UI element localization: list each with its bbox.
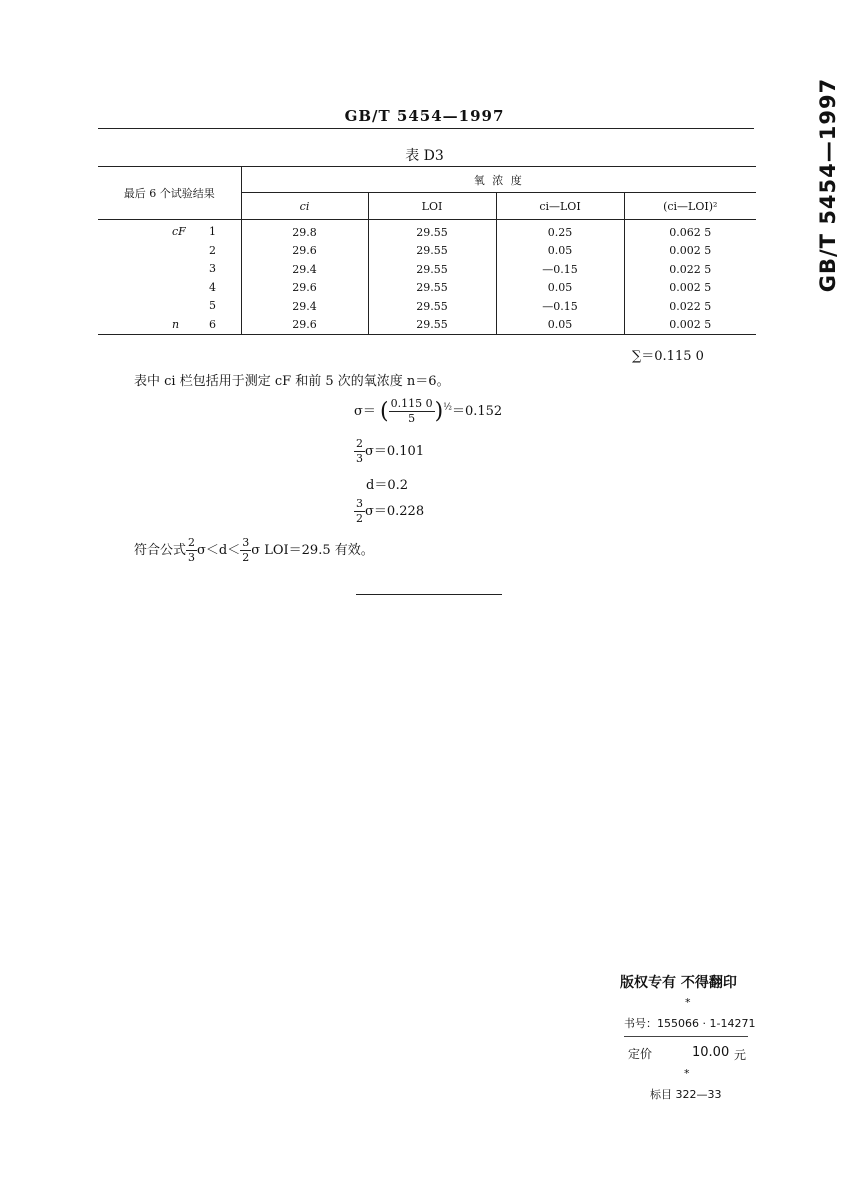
header-rule bbox=[98, 128, 754, 129]
table-row bbox=[98, 242, 756, 261]
price-value: 10.00 bbox=[692, 1045, 730, 1060]
row-index: 3 bbox=[209, 262, 216, 276]
footer-rule bbox=[624, 1036, 748, 1037]
sum-line: ∑＝0.115 0 bbox=[632, 349, 704, 364]
cell-loi: 29.55 bbox=[368, 316, 496, 335]
cell-sq: 0.002 5 bbox=[669, 318, 712, 332]
cell-ci: 29.8 bbox=[241, 220, 368, 242]
document-header: GB/T 5454—1997 bbox=[344, 107, 505, 125]
price-unit: 元 bbox=[734, 1048, 747, 1062]
table-caption: 表 D3 bbox=[405, 148, 444, 164]
table-row bbox=[98, 316, 756, 335]
col-group-conc: 氧 浓 度 bbox=[241, 167, 756, 193]
f3-result: σ＝0.228 bbox=[365, 504, 425, 519]
conclusion-line: 符合公式 $\frac{2}{3}$ σ＜d＜ $\frac{3}{2}$ σ LOI＝29.5 有效。 bbox=[134, 536, 374, 564]
table-row bbox=[98, 279, 756, 298]
row-label bbox=[98, 220, 241, 242]
cell-sq: 0.022 5 bbox=[669, 262, 712, 276]
row-label bbox=[98, 297, 241, 316]
catalog-number: 标目 322—33 bbox=[650, 1088, 722, 1101]
book-number: 书号：155066 · 1-14271 bbox=[624, 1017, 756, 1030]
row-mark: n bbox=[172, 317, 180, 331]
formula-d: d＝0.2 bbox=[366, 478, 408, 493]
copyright-notice: 版权专有 不得翻印 bbox=[620, 975, 737, 991]
row-label bbox=[98, 316, 241, 335]
data-table-d3 bbox=[98, 166, 756, 335]
cell-diff: —0.15 bbox=[496, 297, 624, 316]
side-label-text: GB/T 5454—1997 bbox=[816, 77, 840, 293]
f2-result: σ＝0.101 bbox=[365, 444, 425, 459]
col-ci-minus-loi: ci—LOI bbox=[496, 193, 624, 220]
cell-sq: 0.062 5 bbox=[669, 225, 712, 239]
cell-sq: 0.022 5 bbox=[669, 299, 712, 313]
col-sq: (ci—LOI)² bbox=[663, 199, 718, 213]
cell-ci: 29.4 bbox=[241, 297, 368, 316]
cell-loi: 29.55 bbox=[368, 297, 496, 316]
sigma-fraction: $\frac{0.115 0}{5}$ bbox=[390, 397, 433, 425]
table-row bbox=[98, 260, 756, 279]
row-index: 4 bbox=[209, 280, 216, 294]
cell-diff: —0.15 bbox=[496, 260, 624, 279]
row-index: 5 bbox=[209, 299, 216, 313]
cell-loi: 29.55 bbox=[368, 220, 496, 242]
row-label bbox=[98, 242, 241, 261]
end-rule bbox=[356, 594, 502, 595]
cell-ci: 29.6 bbox=[241, 316, 368, 335]
table-row bbox=[98, 297, 756, 316]
row-label bbox=[98, 279, 241, 298]
col-ci: ci bbox=[241, 193, 368, 220]
side-standard-label bbox=[815, 77, 841, 293]
cell-diff: 0.05 bbox=[496, 279, 624, 298]
formula-two-thirds: $\frac{2}{3}$ σ＝0.101 bbox=[356, 437, 425, 465]
cell-ci: 29.6 bbox=[241, 279, 368, 298]
row-index: 2 bbox=[209, 243, 216, 257]
body-text: 表中 ci 栏包括用于测定 cF 和前 5 次的氧浓度 n＝6。 bbox=[134, 374, 450, 389]
row-index: 1 bbox=[209, 225, 216, 239]
footer-star-2: * bbox=[684, 1067, 690, 1080]
footer-star-1: * bbox=[685, 996, 691, 1009]
row-label bbox=[98, 260, 241, 279]
cell-diff: 0.05 bbox=[496, 242, 624, 261]
price-label: 定价 bbox=[628, 1047, 653, 1061]
row-index: 6 bbox=[209, 317, 216, 331]
row-mark: cF bbox=[172, 225, 186, 239]
col-loi: LOI bbox=[368, 193, 496, 220]
cell-diff: 0.25 bbox=[496, 220, 624, 242]
cell-sq: 0.002 5 bbox=[669, 281, 712, 295]
table-row bbox=[98, 220, 756, 242]
cell-sq: 0.002 5 bbox=[669, 244, 712, 258]
cell-diff: 0.05 bbox=[496, 316, 624, 335]
cell-ci: 29.4 bbox=[241, 260, 368, 279]
col-group-label: 最后 6 个试验结果 bbox=[98, 167, 241, 220]
cell-loi: 29.55 bbox=[368, 279, 496, 298]
cell-loi: 29.55 bbox=[368, 260, 496, 279]
formula-three-halves: $\frac{3}{2}$ σ＝0.228 bbox=[356, 497, 425, 525]
cell-ci: 29.6 bbox=[241, 242, 368, 261]
sigma-result: ＝0.152 bbox=[451, 404, 503, 419]
sigma-exponent: ½ bbox=[443, 402, 452, 413]
cell-loi: 29.55 bbox=[368, 242, 496, 261]
sigma-lhs: σ＝ bbox=[354, 404, 376, 419]
formula-sigma: σ＝ ( $\frac{0.115 0}{5}$ )$^{\frac{1}{2}}$＝0.152 bbox=[354, 397, 503, 425]
